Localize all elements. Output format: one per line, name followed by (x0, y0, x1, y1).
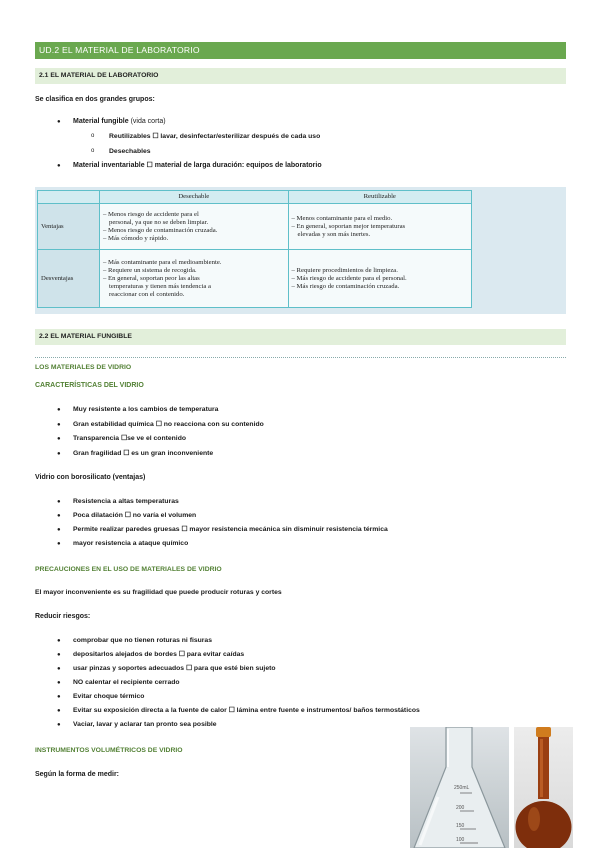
fungible-item (73, 117, 166, 126)
list-item (57, 650, 245, 660)
inventariable-note: ☐ material de larga duración: equipos de laboratorio (144, 162, 322, 169)
precauciones-text: El mayor inconveniente es su fragilidad que puede producir roturas y cortes (35, 589, 282, 596)
list-item (57, 449, 214, 459)
segun-text: Según la forma de medir: (35, 771, 120, 778)
erlenmeyer-flask-photo (410, 727, 509, 848)
list-item-text: Vaciar, lavar y aclarar tan pronto sea posible (73, 721, 217, 728)
volumetric-flask-photo (514, 727, 573, 848)
cell-line: elevadas y son más inertes. (297, 230, 371, 238)
borosilicato-title: Vidrio con borosilicato (ventajas) (35, 474, 146, 481)
list-item-text: mayor resistencia a ataque químico (73, 540, 189, 547)
list-item-text: usar pinzas y soportes adecuados ☐ para que esté bien sujeto (73, 665, 276, 672)
bullet-icon: ● (57, 499, 61, 505)
section-title: UD.2 EL MATERIAL DE LABORATORIO (35, 42, 566, 59)
list-item-text: Poca dilatación ☐ no varía el volumen (73, 512, 197, 519)
table-header-desechable: Desechable (100, 191, 289, 204)
inventariable-label: Material inventariable (73, 162, 145, 169)
bullet-icon: ● (57, 638, 61, 644)
bullet-icon: ● (57, 163, 61, 169)
table-cell (288, 204, 471, 250)
flask-mark: 100 (456, 837, 465, 843)
table-row (38, 250, 472, 308)
table-cell (100, 204, 289, 250)
list-item (57, 405, 219, 415)
list-item (57, 511, 197, 521)
list-item-text: Transparencia ☐se ve el contenido (73, 435, 186, 442)
bullet-icon: ● (57, 436, 61, 442)
table-row-label: Desventajas (38, 250, 100, 308)
cell-line: – En general, soportan peor las altas (103, 274, 200, 282)
flask-mark: 200 (456, 805, 465, 811)
list-item (57, 720, 217, 730)
cell-line: – Menos riesgo de contaminación cruzada. (103, 226, 218, 234)
bullet-icon: ● (57, 694, 61, 700)
fungible-label: Material fungible (73, 118, 129, 125)
list-item (57, 636, 212, 646)
cell-line: – Menos contaminante para el medio. (291, 214, 393, 222)
circle-bullet-icon: o (91, 133, 95, 139)
list-item-text: NO calentar el recipiente cerrado (73, 679, 180, 686)
cell-line: – Menos riesgo de accidente para el (103, 210, 199, 218)
list-item-text: Gran estabilidad química ☐ no reacciona con su contenido (73, 421, 264, 428)
cell-line: personal, ya que no se deben limpiar. (109, 218, 209, 226)
list-item-text: comprobar que no tienen roturas ni fisuras (73, 637, 212, 644)
bullet-icon: ● (57, 652, 61, 658)
fungible-note: (vida corta) (128, 118, 166, 125)
cell-line: temperaturas y tienen más tendencia a (109, 282, 211, 290)
bullet-icon: ● (57, 422, 61, 428)
fungible-sub-desechables: Desechables (109, 148, 151, 155)
subsection-title-2-2: 2.2 EL MATERIAL FUNGIBLE (35, 329, 566, 345)
cell-line: – Más riesgo de accidente para el personal. (291, 274, 407, 282)
bullet-icon: ● (57, 722, 61, 728)
list-item (57, 678, 180, 688)
erlenmeyer-flask-illustration (410, 727, 509, 848)
list-item-text: depositarlos alejados de bordes ☐ para evitar caídas (73, 651, 245, 658)
subsection-title-2-1: 2.1 EL MATERIAL DE LABORATORIO (35, 68, 566, 84)
inventariable-item (73, 161, 322, 170)
comparison-table (37, 190, 472, 308)
table-row (38, 204, 472, 250)
table-corner (38, 191, 100, 204)
bullet-icon: ● (57, 451, 61, 457)
bullet-icon: ● (57, 119, 61, 125)
cell-line: – Requiere un sistema de recogida. (103, 266, 197, 274)
cell-line: reaccionar con el contenido. (109, 290, 185, 298)
list-item (57, 692, 145, 702)
flask-mark: 250mL (454, 785, 470, 791)
intro-text: Se clasifica en dos grandes grupos: (35, 96, 155, 103)
list-item (57, 706, 420, 716)
reducir-title: Reducir riesgos: (35, 613, 91, 620)
cell-line: – Más cómodo y rápido. (103, 234, 169, 242)
list-item-text: Resistencia a altas temperaturas (73, 498, 179, 505)
table-cell (100, 250, 289, 308)
list-item (57, 525, 388, 535)
table-header-reutilizable: Reutilizable (288, 191, 471, 204)
cell-line: – Más riesgo de contaminación cruzada. (291, 282, 400, 290)
fungible-sub-reutilizables: Reutilizables ☐ lavar, desinfectar/esterilizar después de cada uso (109, 133, 321, 140)
table-cell (288, 250, 471, 308)
vidrio-title: LOS MATERIALES DE VIDRIO (35, 364, 132, 371)
bullet-icon: ● (57, 541, 61, 547)
divider (35, 357, 566, 358)
list-item-text: Muy resistente a los cambios de temperatura (73, 406, 219, 413)
bullet-icon: ● (57, 666, 61, 672)
list-item-text: Permite realizar paredes gruesas ☐ mayor resistencia mecánica sin disminuir resistencia térmica (73, 526, 388, 533)
bullet-icon: ● (57, 680, 61, 686)
list-item (57, 420, 264, 430)
list-item-text: Gran fragilidad ☐ es un gran inconveniente (73, 450, 214, 457)
circle-bullet-icon: o (91, 148, 95, 154)
precauciones-title: PRECAUCIONES EN EL USO DE MATERIALES DE VIDRIO (35, 566, 222, 573)
comparison-table-image (35, 187, 566, 314)
list-item (57, 539, 189, 549)
list-item (57, 664, 276, 674)
list-item-text: Evitar su exposición directa a la fuente de calor ☐ lámina entre fuente e instrumentos/ baños termostáticos (73, 707, 420, 714)
bullet-icon: ● (57, 708, 61, 714)
list-item (57, 434, 186, 444)
list-item-text: Evitar choque térmico (73, 693, 145, 700)
bullet-icon: ● (57, 407, 61, 413)
flask-mark: 150 (456, 823, 465, 829)
bullet-icon: ● (57, 527, 61, 533)
instrumentos-title: INSTRUMENTOS VOLUMÉTRICOS DE VIDRIO (35, 747, 183, 754)
list-item (57, 497, 179, 507)
caracteristicas-title: CARACTERÍSTICAS DEL VIDRIO (35, 382, 144, 389)
list-item (57, 117, 61, 127)
cell-line: – Requiere procedimientos de limpieza. (291, 266, 398, 274)
table-row-label: Ventajas (38, 204, 100, 250)
cell-line: – En general, soportan mejor temperaturas (291, 222, 406, 230)
bullet-icon: ● (57, 513, 61, 519)
cell-line: – Más contaminante para el medioambiente. (103, 258, 222, 266)
volumetric-flask-illustration (514, 727, 573, 848)
